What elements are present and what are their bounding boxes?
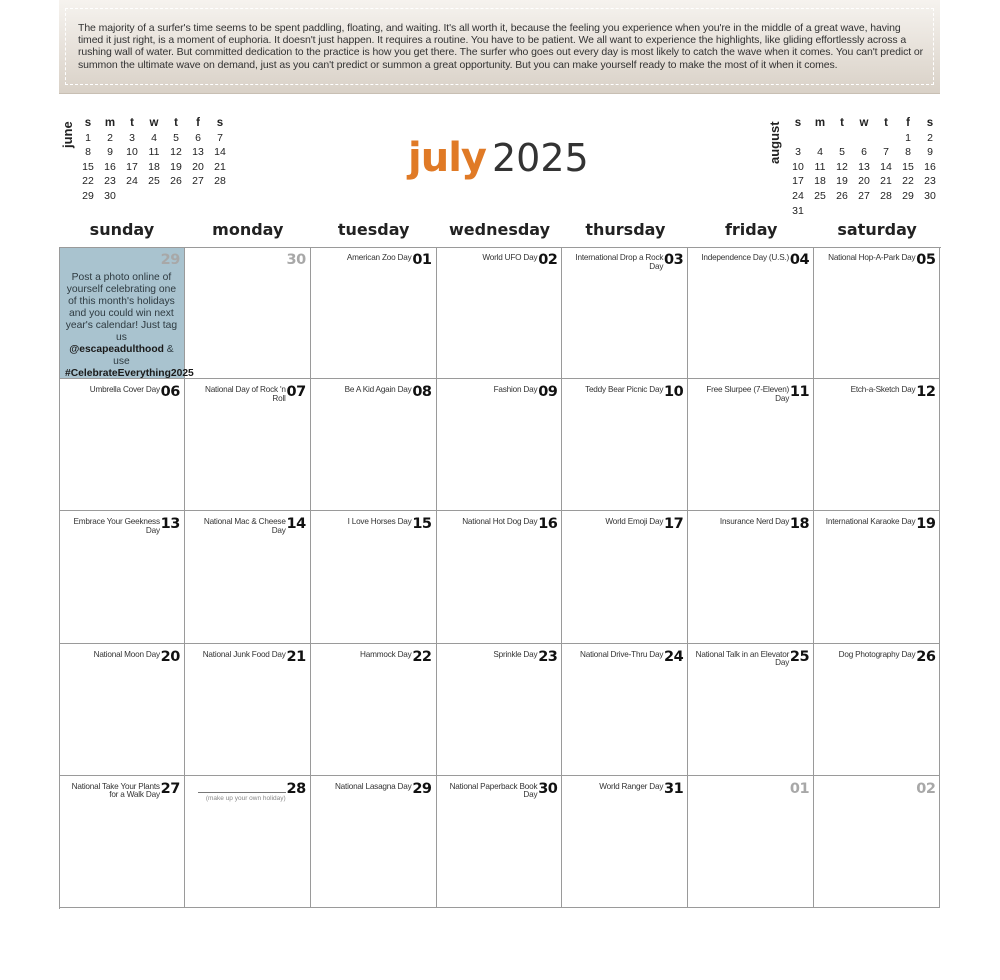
day-number: 01 [789, 780, 810, 797]
mini-day [165, 189, 187, 204]
mini-day [853, 204, 875, 219]
mini-day: 22 [902, 175, 914, 188]
day-cell[interactable] [59, 644, 185, 776]
mini-calendar-label: august [767, 121, 782, 164]
day-number: 01 [412, 252, 432, 268]
day-number: 19 [916, 516, 936, 533]
day-number: 27 [160, 780, 180, 797]
quote-text: The majority of a surfer's time seems to be spent paddling, floating, and waiting. It's all worth it, because the feeling you experience when you're in the middle of a great wave, having timed it just right, is a moment of euphoria. It doesn't just happen. It requires a routine. You have to be patient. We all want to experience the highlights, like gliding effortlessly across a rushing wall of water. But committed dedication to the practice is how you get there. The surfer who goes out every day is most likely to catch the wave when it comes. You can't predict or summon the ultimate wave on demand, just as you can't predict or summon a great opportunity. But you can make yourself ready to make the most of it when it comes. [78, 22, 924, 71]
day-cell[interactable] [311, 247, 437, 379]
mini-day [875, 131, 897, 146]
day-cell[interactable] [437, 776, 563, 908]
mini-weekday-header: w [149, 117, 159, 129]
mini-day [787, 131, 809, 146]
mini-weekday-header: t [884, 117, 888, 129]
day-number: 15 [412, 516, 432, 533]
day-number: 16 [538, 516, 558, 533]
day-cell[interactable] [437, 511, 563, 643]
holiday-label: National Paperback Book Day [449, 781, 538, 800]
mini-day: 7 [883, 146, 889, 159]
mini-day: 22 [82, 175, 94, 188]
day-number: 04 [789, 252, 810, 268]
mini-day [831, 204, 853, 219]
mini-day: 25 [814, 189, 826, 202]
day-number: 09 [538, 384, 558, 401]
weekday-label: monday [212, 220, 284, 239]
day-cell[interactable] [562, 511, 688, 643]
mini-day: 16 [924, 160, 936, 173]
mini-day: 8 [85, 146, 91, 159]
mini-weekday-header: s [84, 117, 92, 129]
day-number: 20 [160, 648, 180, 665]
weekday-label: friday [724, 220, 778, 239]
weekday-label: saturday [837, 220, 917, 239]
mini-day: 31 [792, 204, 804, 217]
holiday-label: American Zoo Day [346, 253, 412, 262]
day-number: 12 [916, 384, 936, 401]
day-cell[interactable] [437, 247, 563, 379]
mini-day: 14 [214, 146, 226, 159]
day-cell[interactable] [562, 776, 688, 908]
mini-day: 20 [858, 175, 870, 188]
page-title [408, 135, 589, 181]
mini-day: 1 [905, 131, 911, 144]
day-number: 11 [789, 384, 810, 401]
holiday-label: Insurance Nerd Day [719, 517, 790, 527]
mini-day [809, 204, 831, 219]
mini-day: 15 [902, 160, 914, 173]
mini-day: 8 [905, 146, 911, 159]
mini-day: 18 [148, 160, 160, 173]
weekday-label: thursday [585, 220, 666, 239]
mini-day: 5 [839, 146, 845, 159]
holiday-label: World Ranger Day [599, 781, 664, 791]
mini-day [897, 204, 919, 219]
mini-day: 2 [107, 131, 113, 144]
mini-day: 19 [836, 175, 848, 188]
mini-day: 13 [192, 146, 204, 159]
day-cell[interactable] [59, 379, 185, 511]
day-number: 22 [412, 648, 432, 665]
mini-weekday-header: m [104, 117, 116, 129]
quote-banner [59, 0, 940, 94]
day-number: 08 [412, 384, 432, 401]
day-number: 02 [916, 780, 936, 797]
mini-day: 2 [927, 131, 933, 144]
mini-day [143, 189, 165, 204]
day-number: 13 [160, 516, 180, 533]
holiday-label: Teddy Bear Picnic Day [585, 385, 664, 395]
day-cell[interactable] [185, 379, 311, 511]
day-cell[interactable] [185, 644, 311, 776]
mini-day: 21 [214, 160, 226, 173]
mini-day: 12 [836, 160, 848, 173]
mini-day: 6 [195, 131, 201, 144]
holiday-label: National Mac & Cheese Day [203, 517, 286, 535]
mini-day: 3 [129, 131, 135, 144]
day-number: 14 [286, 516, 306, 533]
day-cell[interactable] [688, 379, 814, 511]
mini-day [875, 204, 897, 219]
mini-weekday-header: s [216, 117, 224, 129]
mini-day: 28 [214, 175, 226, 188]
day-cell[interactable] [814, 511, 940, 643]
holiday-label: National Talk in an Elevator Day [695, 649, 790, 668]
mini-day: 14 [880, 160, 892, 173]
holiday-label: Hammock Day [360, 649, 412, 659]
mini-day: 17 [126, 160, 138, 173]
day-cell[interactable] [562, 247, 688, 379]
mini-day: 11 [814, 160, 826, 173]
day-cell[interactable] [814, 776, 940, 908]
mini-day: 29 [82, 189, 94, 202]
mini-day [121, 189, 143, 204]
day-cell[interactable] [185, 511, 311, 643]
weekday-label: wednesday [448, 220, 551, 239]
promo-hashtag[interactable]: #CelebrateEverything2025 [65, 368, 194, 379]
holiday-label: National Drive-Thru Day [580, 649, 664, 659]
day-number: 02 [538, 252, 558, 268]
mini-calendar-august [765, 116, 945, 226]
mini-day: 26 [170, 175, 182, 188]
day-number: 29 [160, 252, 180, 268]
day-cell[interactable] [185, 776, 311, 908]
holiday-label: International Karaoke Day [825, 517, 916, 527]
mini-day: 9 [927, 146, 933, 159]
mini-weekday-header: t [130, 117, 134, 129]
day-number: 24 [664, 648, 684, 665]
mini-day: 12 [170, 146, 182, 159]
holiday-label: International Drop a Rock Day [575, 253, 664, 271]
mini-calendar-june [58, 116, 238, 211]
mini-day [187, 189, 209, 204]
day-cell[interactable] [814, 247, 940, 379]
mini-day: 27 [858, 189, 870, 202]
weekday-header [59, 218, 940, 246]
day-cell[interactable] [311, 511, 437, 643]
mini-day: 3 [795, 146, 801, 159]
mini-day: 4 [151, 131, 157, 144]
mini-day: 7 [217, 131, 223, 144]
holiday-label: Embrace Your Geekness Day [73, 517, 160, 535]
mini-day: 21 [880, 175, 892, 188]
mini-day: 20 [192, 160, 204, 173]
holiday-label: Free Slurpee (7-Eleven) Day [706, 385, 790, 403]
promo-text [65, 272, 194, 380]
mini-day: 10 [126, 146, 138, 159]
mini-day [831, 131, 853, 146]
mini-day: 15 [82, 160, 94, 173]
holiday-label: Etch-a-Sketch Day [850, 385, 916, 395]
mini-day: 28 [880, 189, 892, 202]
day-cell[interactable] [688, 644, 814, 776]
calendar-grid [59, 247, 941, 909]
mini-day: 24 [126, 175, 138, 188]
mini-day: 5 [173, 131, 179, 144]
mini-day: 30 [924, 189, 936, 202]
holiday-label: Umbrella Cover Day [89, 385, 160, 395]
day-number: 30 [538, 780, 558, 797]
day-cell[interactable] [814, 644, 940, 776]
mini-day: 6 [861, 146, 867, 159]
holiday-label: World UFO Day [482, 253, 538, 262]
mini-weekday-header: s [794, 117, 802, 129]
day-cell[interactable] [688, 776, 814, 908]
day-cell[interactable] [311, 379, 437, 511]
mini-day: 9 [107, 146, 113, 159]
mini-day [919, 204, 941, 219]
holiday-label: Sprinkle Day [493, 649, 538, 659]
day-number: 05 [916, 252, 936, 268]
mini-weekday-header: f [196, 117, 200, 129]
day-number: 21 [286, 648, 306, 665]
day-number: 26 [916, 648, 936, 665]
mini-weekday-header: t [840, 117, 844, 129]
mini-day [853, 131, 875, 146]
mini-day: 25 [148, 175, 160, 188]
holiday-label: National Lasagna Day [334, 781, 412, 791]
mini-day [209, 189, 231, 204]
mini-day: 16 [104, 160, 116, 173]
mini-day: 13 [858, 160, 870, 173]
holiday-label: I Love Horses Day [347, 517, 412, 527]
holiday-label: National Take Your Plants for a Walk Day [71, 781, 160, 800]
day-number: 03 [664, 252, 684, 268]
day-number: 07 [286, 384, 306, 401]
day-cell[interactable] [814, 379, 940, 511]
holiday-label: Fashion Day [493, 385, 538, 395]
mini-day: 4 [817, 146, 823, 159]
day-number: 31 [664, 780, 684, 797]
mini-day: 27 [192, 175, 204, 188]
mini-day: 30 [104, 189, 116, 202]
weekday-label: tuesday [337, 220, 410, 239]
promo-and: & use [113, 344, 174, 367]
weekday-label: sunday [89, 220, 155, 239]
day-cell[interactable] [311, 644, 437, 776]
mini-day: 24 [792, 189, 804, 202]
mini-calendar-label: june [60, 121, 75, 148]
mini-weekday-header: w [859, 117, 869, 129]
promo-message: Post a photo online of yourself celebrating one of this month's holidays and you could win next year's calendar! Just tag us [65, 272, 178, 343]
day-cell[interactable] [59, 776, 185, 908]
holiday-label: National Moon Day [93, 649, 160, 659]
holiday-label: Be A Kid Again Day [344, 385, 412, 395]
mini-day: 1 [85, 131, 91, 144]
mini-day: 23 [104, 175, 116, 188]
day-number: 17 [664, 516, 684, 533]
mini-day: 10 [792, 160, 804, 173]
holiday-label: World Emoji Day [605, 517, 664, 527]
day-number: 29 [412, 780, 432, 797]
day-cell[interactable] [311, 776, 437, 908]
mini-day: 23 [924, 175, 936, 188]
day-cell[interactable] [562, 379, 688, 511]
mini-weekday-header: f [906, 117, 910, 129]
day-number: 30 [286, 252, 306, 268]
blank-holiday-caption: (make up your own holiday) [205, 794, 286, 802]
day-cell[interactable] [562, 644, 688, 776]
day-cell[interactable] [185, 247, 311, 379]
holiday-label: National Hot Dog Day [462, 517, 538, 527]
title-month: july [408, 135, 486, 181]
day-cell[interactable] [437, 379, 563, 511]
mini-calendar-grid [787, 116, 941, 218]
day-number: 28 [286, 780, 306, 797]
day-number: 10 [664, 384, 684, 401]
promo-cell[interactable] [59, 247, 194, 379]
mini-day: 11 [148, 146, 160, 159]
mini-weekday-header: m [814, 117, 826, 129]
holiday-label: Independence Day (U.S.) [701, 253, 790, 262]
promo-handle[interactable]: @escapeadulthood [69, 344, 164, 355]
day-cell[interactable] [59, 511, 185, 643]
mini-day: 26 [836, 189, 848, 202]
holiday-label: National Hop-A-Park Day [828, 253, 916, 262]
mini-day: 18 [814, 175, 826, 188]
mini-weekday-header: t [174, 117, 178, 129]
holiday-label: Dog Photography Day [838, 649, 916, 659]
holiday-label: National Junk Food Day [202, 649, 286, 659]
mini-day: 17 [792, 175, 804, 188]
day-cell[interactable] [688, 247, 814, 379]
mini-day [809, 131, 831, 146]
day-number: 06 [160, 384, 180, 401]
day-number: 18 [789, 516, 810, 533]
title-year: 2025 [491, 136, 589, 180]
day-cell[interactable] [688, 511, 814, 643]
day-number: 23 [538, 648, 558, 665]
day-cell[interactable] [437, 644, 563, 776]
holiday-label: National Day of Rock 'n Roll [204, 385, 286, 403]
mini-day: 19 [170, 160, 182, 173]
blank-holiday-line [198, 792, 286, 793]
mini-weekday-header: s [926, 117, 934, 129]
day-number: 25 [789, 648, 810, 665]
mini-day: 29 [902, 189, 914, 202]
mini-calendar-grid [77, 116, 231, 204]
